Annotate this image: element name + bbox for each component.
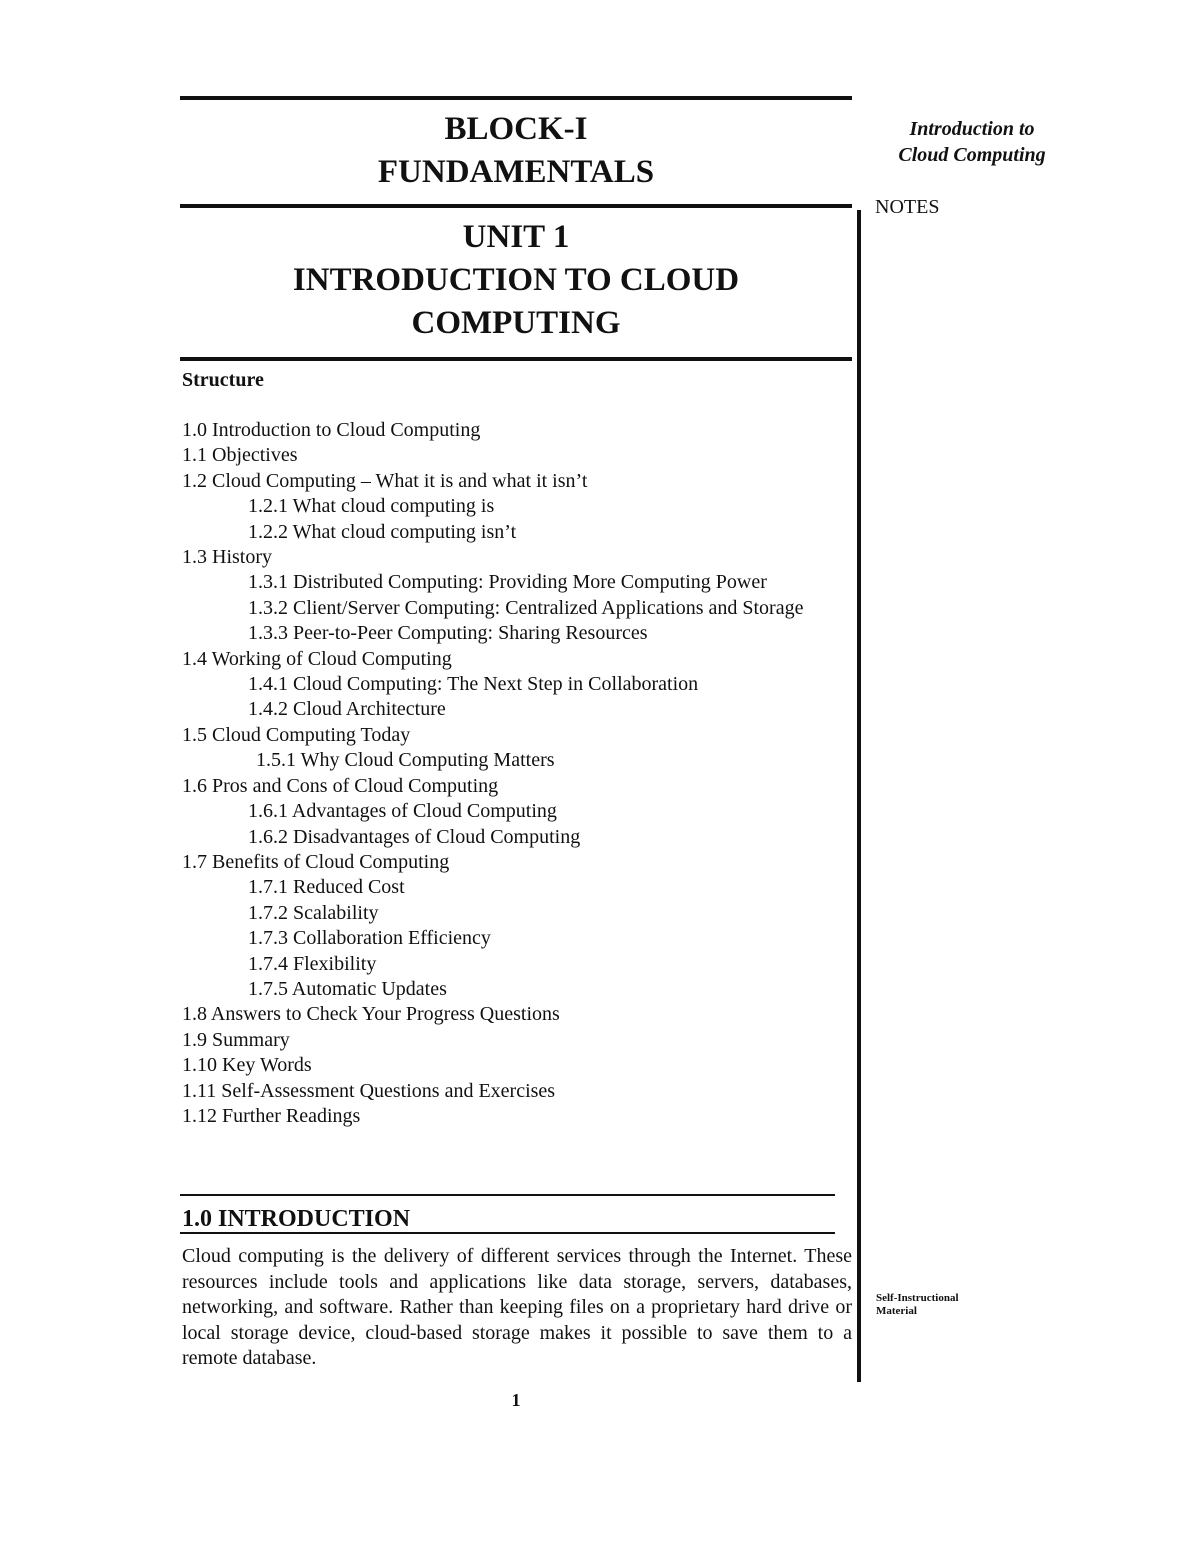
margin-running-title — [872, 116, 1072, 168]
notes-label: NOTES — [875, 196, 940, 218]
toc-section-item: 1.6 Pros and Cons of Cloud Computing — [182, 774, 499, 797]
block-bottom-rule — [180, 204, 852, 208]
unit-title-line2: INTRODUCTION TO CLOUD — [292, 262, 740, 298]
toc-section-item: 1.10 Key Words — [182, 1054, 312, 1077]
unit-title — [180, 216, 852, 345]
block-title-line2: FUNDAMENTALS — [377, 154, 655, 190]
toc-subsection-item: 1.5.1 Why Cloud Computing Matters — [256, 749, 555, 772]
unit-title-line1: UNIT 1 — [462, 219, 570, 255]
toc-subsection-item: 1.2.1 What cloud computing is — [248, 495, 495, 518]
toc-section-item: 1.7 Benefits of Cloud Computing — [182, 850, 450, 873]
top-rule — [180, 96, 852, 100]
toc-subsection-item: 1.7.4 Flexibility — [248, 952, 377, 975]
unit-bottom-rule — [180, 357, 852, 361]
self-instructional-line1: Self-Instructional — [876, 1292, 959, 1304]
self-instructional-line2: Material — [876, 1305, 917, 1317]
margin-title-line1: Introduction to — [909, 118, 1035, 140]
toc-section-item: 1.11 Self-Assessment Questions and Exercises — [182, 1079, 556, 1102]
section-heading-introduction: 1.0 INTRODUCTION — [182, 1206, 411, 1232]
toc-section-item: 1.4 Working of Cloud Computing — [182, 647, 452, 670]
section-top-rule — [180, 1194, 835, 1196]
toc-subsection-item: 1.7.3 Collaboration Efficiency — [248, 927, 491, 950]
toc-subsection-item: 1.7.1 Reduced Cost — [248, 876, 405, 899]
toc-section-item: 1.3 History — [182, 546, 272, 569]
introduction-paragraph: Cloud computing is the delivery of different services through the Internet. These resources include tools and applications like data storage, servers, databases, networking, and software. Rather than keeping files on a proprietary hard drive or local storage device, cloud-based storage makes it possible to save them to a remote database. — [182, 1245, 852, 1370]
toc-section-item: 1.12 Further Readings — [182, 1104, 361, 1127]
toc-subsection-item: 1.6.1 Advantages of Cloud Computing — [248, 800, 557, 823]
block-title-line1: BLOCK-I — [444, 111, 588, 147]
margin-vertical-rule — [857, 210, 861, 1382]
toc-subsection-item: 1.3.2 Client/Server Computing: Centralized Applications and Storage — [248, 596, 804, 619]
toc-subsection-item: 1.4.2 Cloud Architecture — [248, 698, 446, 721]
toc-section-item: 1.8 Answers to Check Your Progress Questions — [182, 1003, 560, 1026]
toc-section-item: 1.9 Summary — [182, 1028, 290, 1051]
unit-title-line3: COMPUTING — [411, 305, 621, 341]
toc-subsection-item: 1.7.5 Automatic Updates — [248, 977, 447, 1000]
margin-title-line2: Cloud Computing — [898, 144, 1046, 166]
toc-subsection-item: 1.7.2 Scalability — [248, 901, 379, 924]
toc-subsection-item: 1.2.2 What cloud computing isn’t — [248, 520, 517, 543]
toc-section-item: 1.0 Introduction to Cloud Computing — [182, 419, 481, 441]
toc-section-item: 1.5 Cloud Computing Today — [182, 723, 411, 746]
page-number: 1 — [511, 1390, 521, 1410]
toc-subsection-item: 1.6.2 Disadvantages of Cloud Computing — [248, 825, 581, 848]
toc-section-item: 1.2 Cloud Computing – What it is and what it isn’t — [182, 469, 588, 492]
toc-section-item: 1.1 Objectives — [182, 444, 298, 467]
block-title — [180, 108, 852, 194]
structure-heading: Structure — [182, 369, 264, 391]
toc-subsection-item: 1.3.1 Distributed Computing: Providing More Computing Power — [248, 571, 767, 594]
self-instructional-label — [876, 1292, 986, 1318]
toc-subsection-item: 1.4.1 Cloud Computing: The Next Step in Collaboration — [248, 673, 699, 696]
toc-subsection-item: 1.3.3 Peer-to-Peer Computing: Sharing Resources — [248, 622, 648, 645]
table-of-contents — [182, 418, 852, 1129]
